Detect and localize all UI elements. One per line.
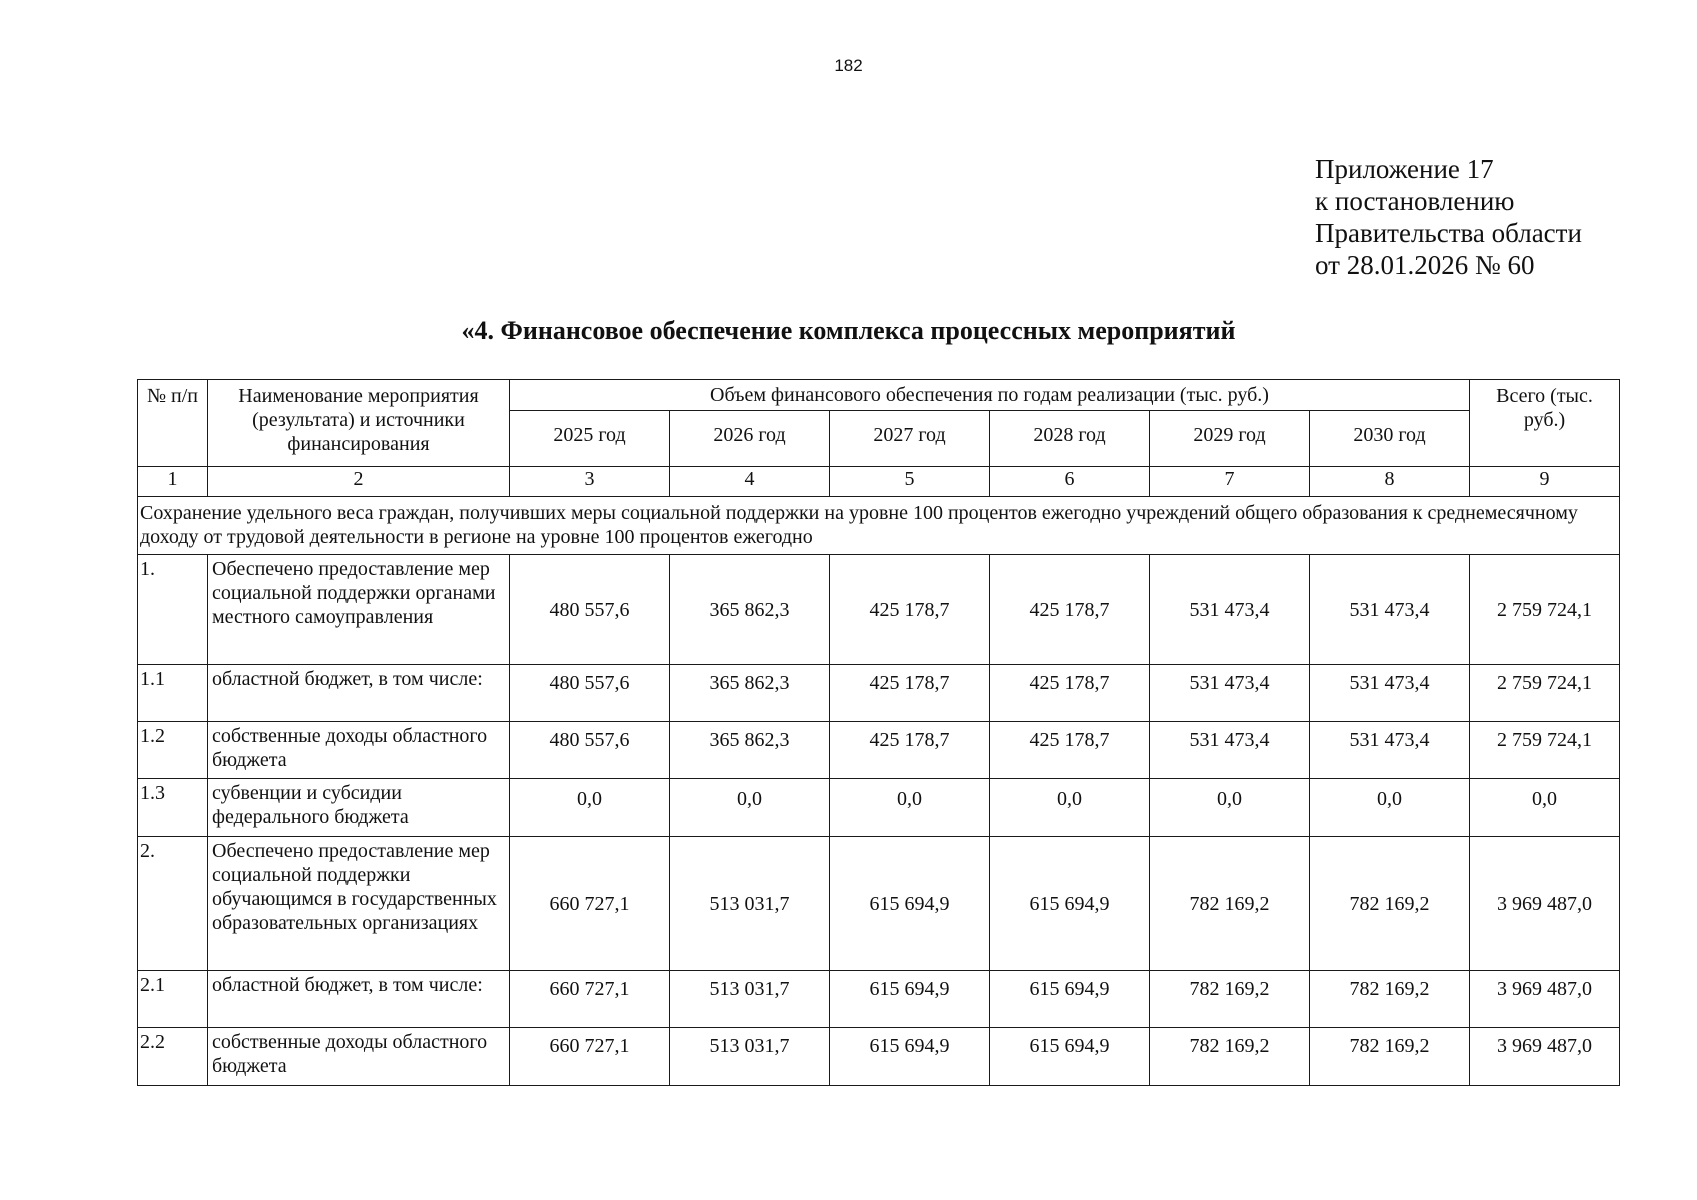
row-total: 3 969 487,0	[1470, 837, 1620, 971]
row-value: 425 178,7	[990, 665, 1150, 722]
row-value: 425 178,7	[990, 555, 1150, 665]
column-number: 1	[138, 467, 208, 497]
row-value: 615 694,9	[830, 837, 990, 971]
row-value: 615 694,9	[830, 1028, 990, 1086]
financing-table	[137, 379, 1620, 1086]
column-number: 2	[208, 467, 510, 497]
row-value: 615 694,9	[990, 1028, 1150, 1086]
table-row	[138, 779, 1620, 837]
row-value: 425 178,7	[990, 722, 1150, 779]
row-value: 531 473,4	[1150, 555, 1310, 665]
row-value: 513 031,7	[670, 837, 830, 971]
table-row	[138, 837, 1620, 971]
appendix-line: Правительства области	[1315, 218, 1582, 248]
row-number: 1.	[138, 555, 208, 665]
page-number: 182	[834, 56, 863, 75]
row-total: 3 969 487,0	[1470, 1028, 1620, 1086]
table-row	[138, 1028, 1620, 1086]
row-value: 660 727,1	[510, 971, 670, 1028]
row-value: 531 473,4	[1310, 555, 1470, 665]
row-number: 1.1	[138, 665, 208, 722]
row-value: 365 862,3	[670, 722, 830, 779]
appendix-line: Приложение 17	[1315, 154, 1494, 184]
row-name: областной бюджет, в том числе:	[208, 971, 510, 1028]
header-total: Всего (тыс. руб.)	[1470, 380, 1620, 467]
row-total: 0,0	[1470, 779, 1620, 837]
header-year: 2028 год	[990, 411, 1150, 467]
row-value: 513 031,7	[670, 971, 830, 1028]
row-value: 531 473,4	[1310, 665, 1470, 722]
row-value: 365 862,3	[670, 555, 830, 665]
row-number: 2.2	[138, 1028, 208, 1086]
row-value: 0,0	[670, 779, 830, 837]
row-name: субвенции и субсидии федерального бюджета	[208, 779, 510, 837]
header-row	[138, 380, 1620, 411]
row-value: 0,0	[1310, 779, 1470, 837]
row-total: 2 759 724,1	[1470, 555, 1620, 665]
row-value: 0,0	[990, 779, 1150, 837]
row-value: 782 169,2	[1310, 971, 1470, 1028]
row-value: 480 557,6	[510, 665, 670, 722]
header-year: 2029 год	[1150, 411, 1310, 467]
goal-text: Сохранение удельного веса граждан, получивших меры социальной поддержки на уровне 100 процентов ежегодно учреждений общего образования к среднемесячному доходу от трудовой деятельности в регионе на уровне 100 процентов ежегодно	[138, 497, 1620, 555]
column-number: 7	[1150, 467, 1310, 497]
header-year: 2027 год	[830, 411, 990, 467]
header-volume: Объем финансового обеспечения по годам реализации (тыс. руб.)	[510, 380, 1470, 411]
row-value: 365 862,3	[670, 665, 830, 722]
row-value: 0,0	[510, 779, 670, 837]
row-value: 660 727,1	[510, 837, 670, 971]
row-value: 782 169,2	[1150, 971, 1310, 1028]
row-value: 0,0	[830, 779, 990, 837]
row-value: 615 694,9	[990, 837, 1150, 971]
column-number: 3	[510, 467, 670, 497]
row-name: Обеспечено предоставление мер социальной поддержки обучающимся в государственных образовательных организациях	[208, 837, 510, 971]
row-number: 1.3	[138, 779, 208, 837]
row-value: 513 031,7	[670, 1028, 830, 1086]
header-year: 2030 год	[1310, 411, 1470, 467]
row-name: собственные доходы областного бюджета	[208, 1028, 510, 1086]
row-value: 425 178,7	[830, 665, 990, 722]
row-value: 615 694,9	[830, 971, 990, 1028]
header-num: № п/п	[138, 380, 208, 467]
column-number: 6	[990, 467, 1150, 497]
row-value: 782 169,2	[1150, 837, 1310, 971]
row-value: 615 694,9	[990, 971, 1150, 1028]
column-number: 8	[1310, 467, 1470, 497]
appendix-line: к постановлению	[1315, 186, 1515, 216]
row-value: 531 473,4	[1310, 722, 1470, 779]
table-row	[138, 555, 1620, 665]
row-value: 480 557,6	[510, 722, 670, 779]
column-number: 9	[1470, 467, 1620, 497]
row-total: 2 759 724,1	[1470, 722, 1620, 779]
column-number: 4	[670, 467, 830, 497]
header-year: 2026 год	[670, 411, 830, 467]
appendix-block	[1315, 153, 1582, 281]
row-value: 782 169,2	[1150, 1028, 1310, 1086]
table-row	[138, 722, 1620, 779]
row-value: 782 169,2	[1310, 837, 1470, 971]
goal-row	[138, 497, 1620, 555]
table-row	[138, 665, 1620, 722]
table-row	[138, 971, 1620, 1028]
row-name: собственные доходы областного бюджета	[208, 722, 510, 779]
row-value: 0,0	[1150, 779, 1310, 837]
row-total: 2 759 724,1	[1470, 665, 1620, 722]
row-number: 2.	[138, 837, 208, 971]
row-value: 531 473,4	[1150, 722, 1310, 779]
row-value: 480 557,6	[510, 555, 670, 665]
row-value: 425 178,7	[830, 555, 990, 665]
appendix-line: от 28.01.2026 № 60	[1315, 250, 1535, 280]
row-number: 2.1	[138, 971, 208, 1028]
row-name: Обеспечено предоставление мер социальной поддержки органами местного самоуправления	[208, 555, 510, 665]
row-value: 660 727,1	[510, 1028, 670, 1086]
row-total: 3 969 487,0	[1470, 971, 1620, 1028]
document-title: «4. Финансовое обеспечение комплекса процессных мероприятий	[461, 316, 1236, 345]
column-numbers-row	[138, 467, 1620, 497]
header-year: 2025 год	[510, 411, 670, 467]
column-number: 5	[830, 467, 990, 497]
row-value: 425 178,7	[830, 722, 990, 779]
row-name: областной бюджет, в том числе:	[208, 665, 510, 722]
row-value: 782 169,2	[1310, 1028, 1470, 1086]
row-number: 1.2	[138, 722, 208, 779]
header-name: Наименование мероприятия (результата) и источники финансирования	[208, 380, 510, 467]
row-value: 531 473,4	[1150, 665, 1310, 722]
